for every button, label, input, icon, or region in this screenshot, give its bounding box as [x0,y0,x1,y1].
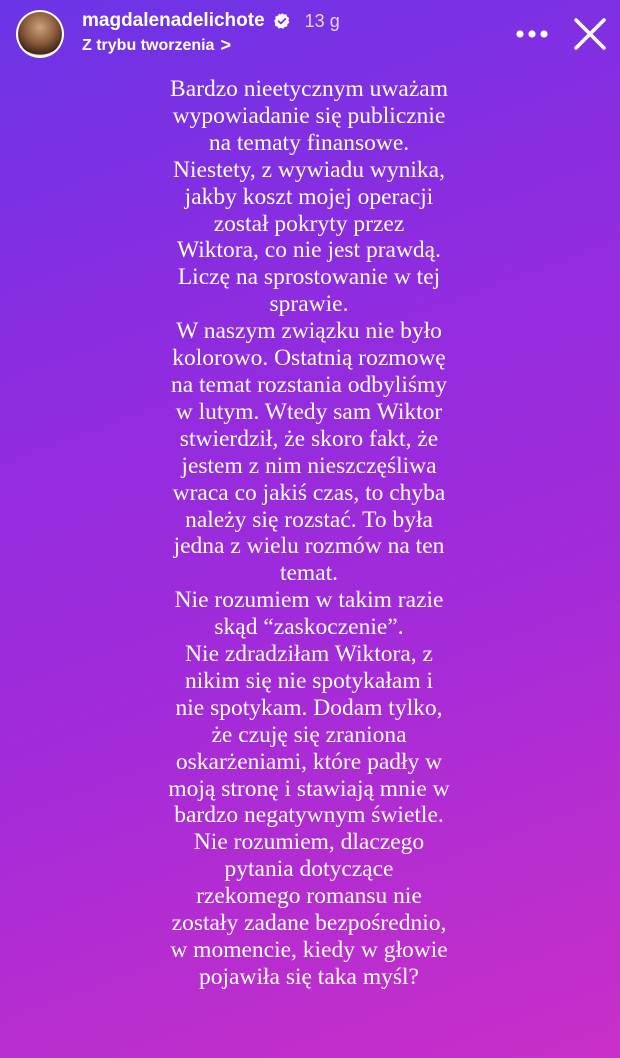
story-text-line: w momencie, kiedy w głowie [170,937,448,963]
story-text-line: Niestety, z wywiadu wynika, [173,156,445,183]
story-text-line: Nie zdradziłam Wiktora, z [185,641,433,668]
story-text-line: zostały zadane bezpośrednio, [171,910,447,937]
story-text-line: na temat rozstania odbyliśmy [170,371,448,398]
story-text-line: temat. [279,560,339,587]
story-text-line: stwierdził, że skoro fakt, że [179,425,439,452]
story-text-line: rzekomego romansu nie [196,883,422,910]
story-text-line: Wiktora, co nie jest prawdą. [177,237,441,264]
time-ago: 13 g [304,10,340,31]
close-icon [568,12,612,56]
story-text-line: oskarżeniami, które padły w [175,748,443,775]
story-text-line: W naszym związku nie było [176,318,442,345]
story-text-line: został pokryty przez [213,210,405,237]
verified-badge-icon [273,12,291,30]
more-dots-icon [515,29,549,39]
chevron-right-icon: > [220,35,231,55]
story-header [0,0,620,70]
username-row [82,10,340,32]
story-text-line: Bardzo nieetycznym uważam [170,76,448,102]
story-text-line: Nie rozumiem w takim razie [174,587,444,614]
story-text-line: jedna z wielu rozmów na ten [173,533,445,560]
more-options-button[interactable] [512,14,552,54]
story-text-line: wraca co jakiś czas, to chyba [172,479,446,506]
story-text-line: że czuję się zraniona [211,721,407,748]
story-text-line: nikim się nie spotykałam i [184,667,434,694]
story-text-line: Liczę na sprostowanie w tej [177,264,441,291]
story-text-line: kolorowo. Ostatnią rozmowę [172,345,446,372]
creation-mode-label: Z trybu tworzenia [82,36,215,54]
avatar[interactable] [16,10,64,58]
story-text-line: jestem z nim nieszczęśliwa [181,452,437,479]
close-button[interactable] [568,12,612,56]
profile-photo [18,12,62,56]
story-text-line: sprawie. [269,291,349,318]
story-text-line: wypowiadanie się publicznie [172,102,446,129]
story-text-line: pytania dotyczące [224,856,394,883]
story-text-line: nie spotykam. Dodam tylko, [175,694,443,721]
story-text-line: na tematy finansowe. [208,129,410,156]
creation-mode-link[interactable] [82,35,231,56]
story-text-line: moją stronę i stawiają mnie w [168,775,450,802]
story-text-line: pojawiła się taka myśl? [199,963,419,990]
story-text-line: skąd “zaskoczenie”. [214,614,404,641]
username[interactable]: magdalenadelichote [82,10,265,31]
story-text-line: jakby koszt mojej operacji [184,183,434,210]
story-text-line: bardzo negatywnym świetle. [174,802,444,829]
story-text-line: należy się rozstać. To była [185,506,433,533]
story-text-line: Nie rozumiem, dlaczego [193,829,425,856]
story-text-block [150,76,468,991]
story-text-line: w lutym. Wtedy sam Wiktor [175,398,443,425]
